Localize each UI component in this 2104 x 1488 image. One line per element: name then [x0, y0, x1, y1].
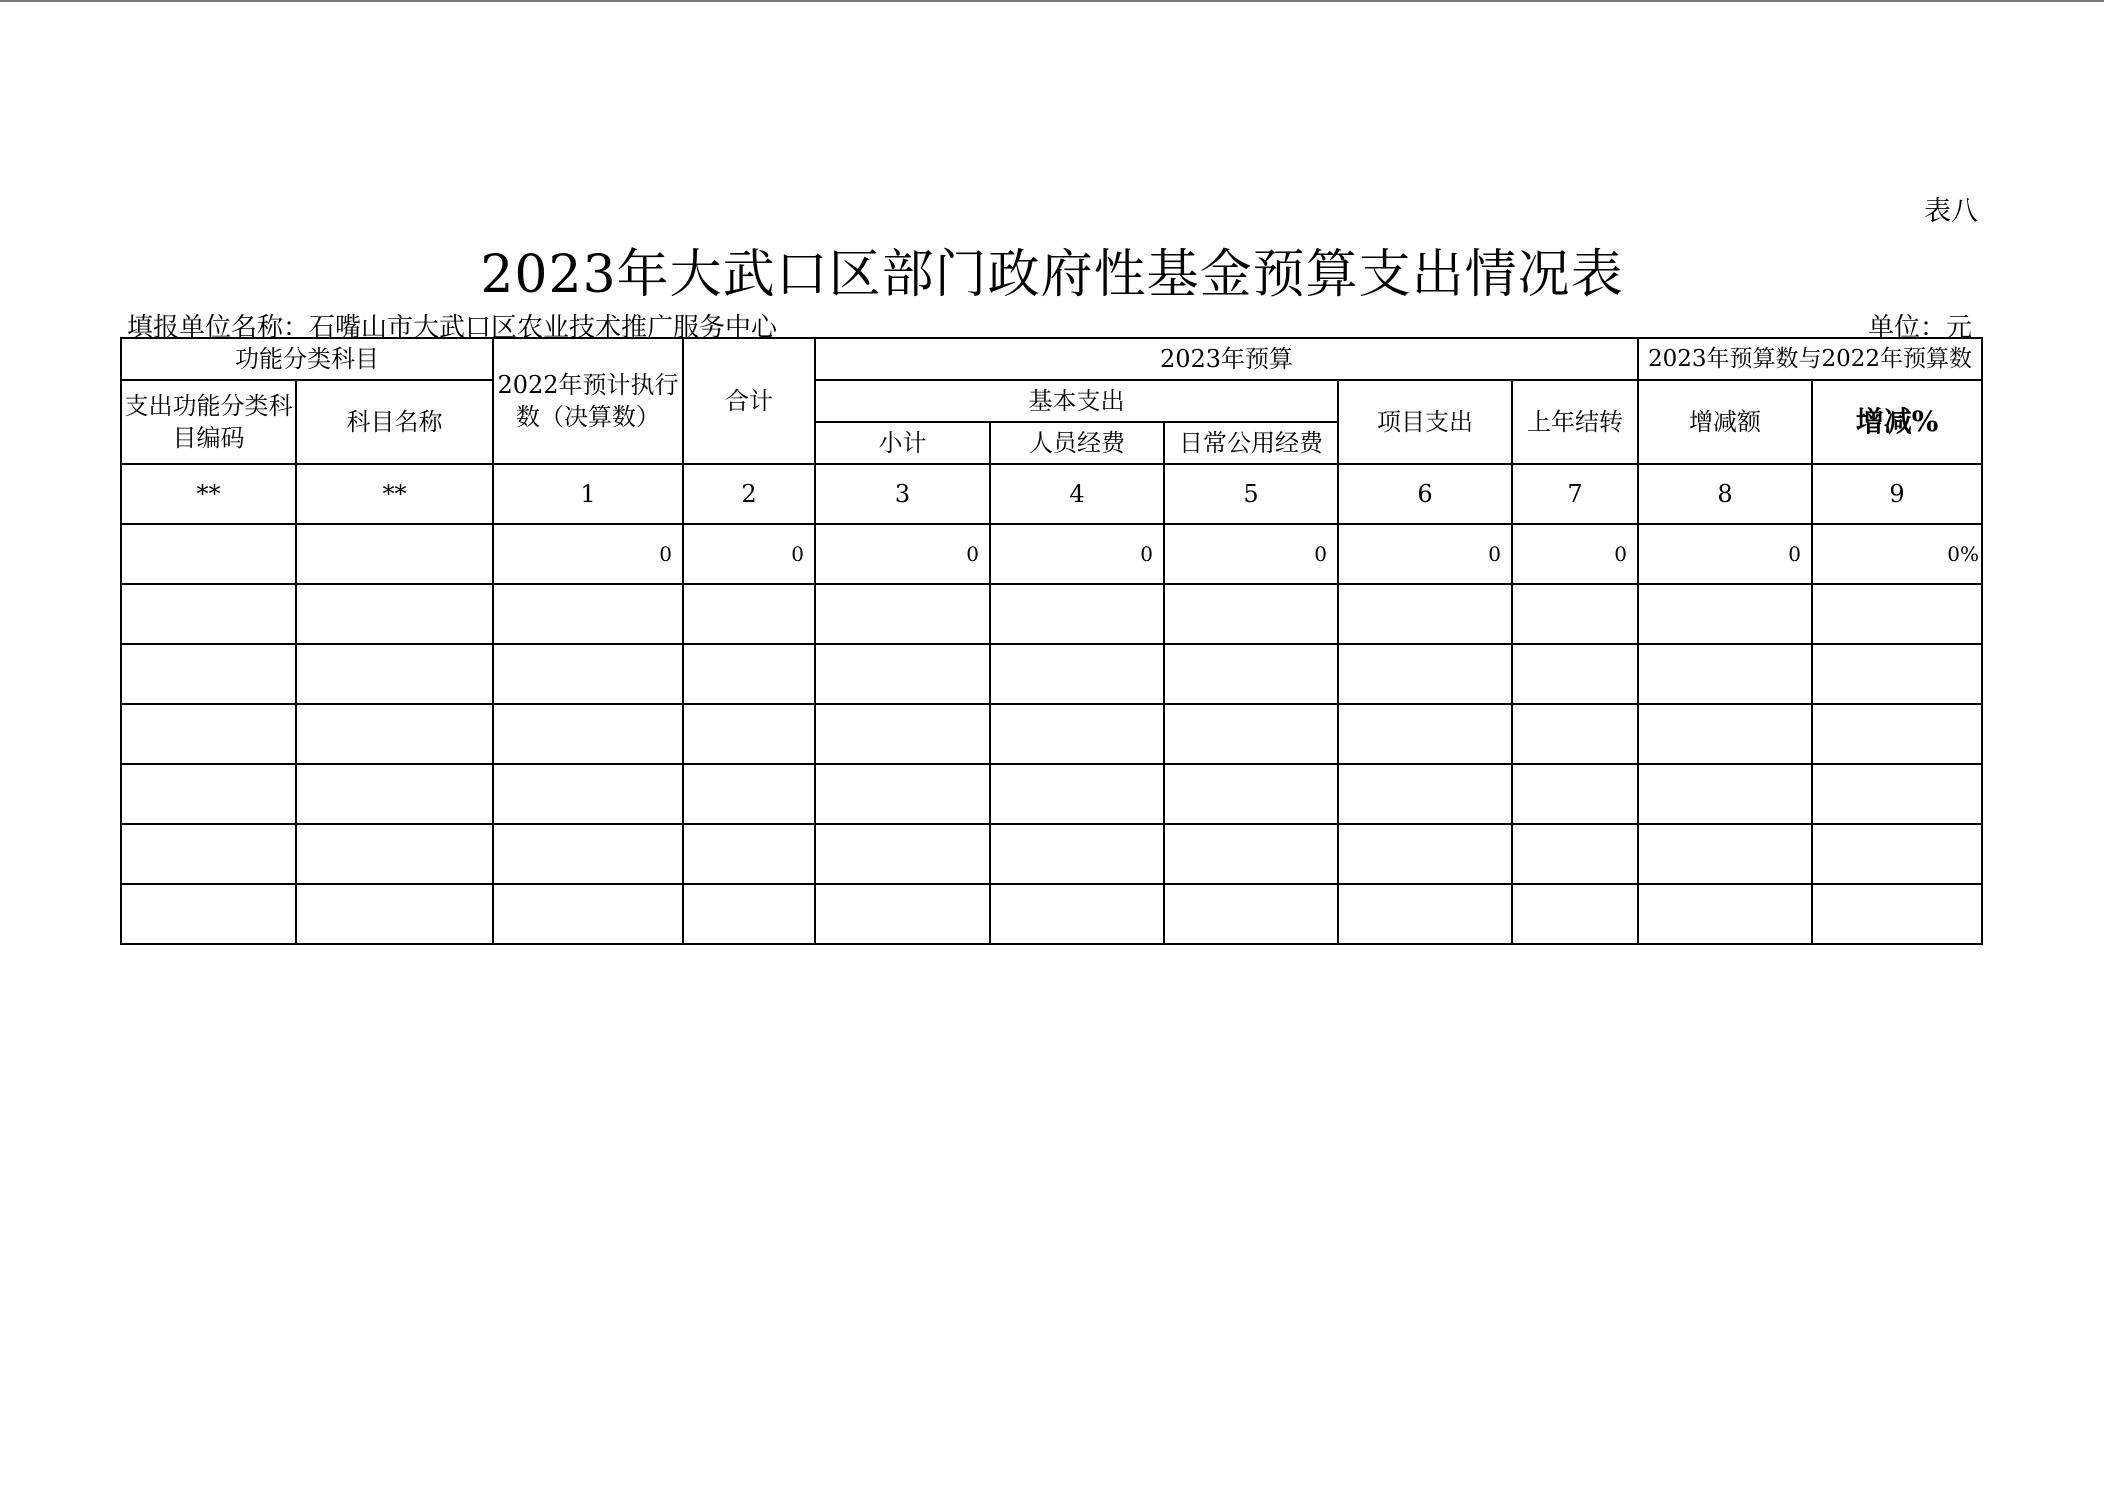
index-row [121, 464, 1982, 524]
table-cell [1164, 884, 1338, 944]
table-cell [493, 764, 683, 824]
table-cell [1164, 824, 1338, 884]
table-cell [493, 584, 683, 644]
index-cell: 4 [990, 464, 1164, 524]
table-cell [1638, 644, 1812, 704]
table-cell [1812, 584, 1982, 644]
index-cell: 5 [1164, 464, 1338, 524]
table-cell [990, 644, 1164, 704]
table-cell: 0 [1164, 524, 1338, 584]
table-cell [296, 884, 493, 944]
table-row [121, 644, 1982, 704]
table-cell [815, 884, 990, 944]
table-cell [1338, 644, 1512, 704]
table-cell [683, 764, 815, 824]
table-row [121, 824, 1982, 884]
index-cell: 1 [493, 464, 683, 524]
table-cell [815, 764, 990, 824]
header-compare: 2023年预算数与2022年预算数 [1638, 338, 1982, 380]
table-cell [1164, 584, 1338, 644]
index-cell: 7 [1512, 464, 1638, 524]
table-cell [1812, 644, 1982, 704]
budget-table [120, 337, 1983, 945]
table-cell [990, 824, 1164, 884]
table-cell [493, 644, 683, 704]
table-cell [296, 704, 493, 764]
page-title: 2023年大武口区部门政府性基金预算支出情况表 [480, 245, 1624, 305]
index-cell: 9 [1812, 464, 1982, 524]
table-cell [1512, 824, 1638, 884]
table-cell [815, 824, 990, 884]
header-function-category: 功能分类科目 [121, 338, 493, 380]
table-cell [1812, 704, 1982, 764]
table-cell [815, 584, 990, 644]
table-cell [815, 644, 990, 704]
table-cell [1512, 764, 1638, 824]
table-row [121, 524, 1982, 584]
index-cell: ** [121, 464, 296, 524]
table-cell [1638, 824, 1812, 884]
table-cell [1638, 764, 1812, 824]
table-cell [493, 704, 683, 764]
top-border-line [0, 0, 2104, 2]
table-cell: 0 [683, 524, 815, 584]
table-cell [1164, 764, 1338, 824]
currency-unit: 单位：元 [1868, 313, 1973, 343]
table-cell [1512, 884, 1638, 944]
table-cell [683, 584, 815, 644]
table-cell [121, 704, 296, 764]
table-cell: 0 [1638, 524, 1812, 584]
table-cell [1638, 584, 1812, 644]
table-cell [683, 884, 815, 944]
table-cell: 0% [1812, 524, 1982, 584]
table-number: 表八 [1924, 196, 1978, 227]
index-cell: 6 [1338, 464, 1512, 524]
table-cell [1338, 824, 1512, 884]
table-cell [121, 584, 296, 644]
table-cell [1512, 584, 1638, 644]
table-cell [296, 824, 493, 884]
index-cell: ** [296, 464, 493, 524]
table-cell: 0 [1338, 524, 1512, 584]
table-cell [296, 644, 493, 704]
table-cell [990, 584, 1164, 644]
table-cell [121, 764, 296, 824]
header-prev-year: 2022年预计执行数（决算数） [493, 338, 683, 464]
reporting-unit-name: 填报单位名称：石嘴山市大武口区农业技术推广服务中心 [127, 313, 778, 343]
table-cell [683, 824, 815, 884]
table-cell [1338, 584, 1512, 644]
header-project-expense: 项目支出 [1338, 380, 1512, 464]
table-cell [121, 824, 296, 884]
table-cell [1812, 824, 1982, 884]
table-cell [683, 644, 815, 704]
header-change-amount: 增减额 [1638, 380, 1812, 464]
table-cell [296, 524, 493, 584]
table-cell: 0 [815, 524, 990, 584]
table-cell [121, 644, 296, 704]
table-cell: 0 [1512, 524, 1638, 584]
table-row [121, 584, 1982, 644]
table-cell [1812, 884, 1982, 944]
table-cell [121, 884, 296, 944]
table-cell [1638, 704, 1812, 764]
table-cell [121, 524, 296, 584]
table-cell [683, 704, 815, 764]
table-cell [990, 764, 1164, 824]
table-cell [1512, 704, 1638, 764]
header-item-name: 科目名称 [296, 380, 493, 464]
table-row [121, 704, 1982, 764]
table-cell [1338, 884, 1512, 944]
table-row [121, 884, 1982, 944]
table-cell [1638, 884, 1812, 944]
table-cell [1512, 644, 1638, 704]
table-cell: 0 [990, 524, 1164, 584]
index-cell: 2 [683, 464, 815, 524]
table-cell [1164, 704, 1338, 764]
table-cell [1812, 764, 1982, 824]
index-cell: 3 [815, 464, 990, 524]
table-cell [493, 824, 683, 884]
table-cell [1338, 704, 1512, 764]
table-cell [296, 584, 493, 644]
table-cell [990, 704, 1164, 764]
header-subtotal: 小计 [815, 422, 990, 464]
index-cell: 8 [1638, 464, 1812, 524]
header-budget-2023: 2023年预算 [815, 338, 1638, 380]
header-personnel: 人员经费 [990, 422, 1164, 464]
header-change-pct: 增减% [1812, 380, 1982, 464]
table-cell [493, 884, 683, 944]
table-cell [1164, 644, 1338, 704]
header-basic-expense: 基本支出 [815, 380, 1338, 422]
header-public-expense: 日常公用经费 [1164, 422, 1338, 464]
table-cell [815, 704, 990, 764]
header-carryover: 上年结转 [1512, 380, 1638, 464]
table-cell [1338, 764, 1512, 824]
header-function-code: 支出功能分类科目编码 [121, 380, 296, 464]
header-total: 合计 [683, 338, 815, 464]
table-cell: 0 [493, 524, 683, 584]
table-cell [296, 764, 493, 824]
table-cell [990, 884, 1164, 944]
table-row [121, 764, 1982, 824]
